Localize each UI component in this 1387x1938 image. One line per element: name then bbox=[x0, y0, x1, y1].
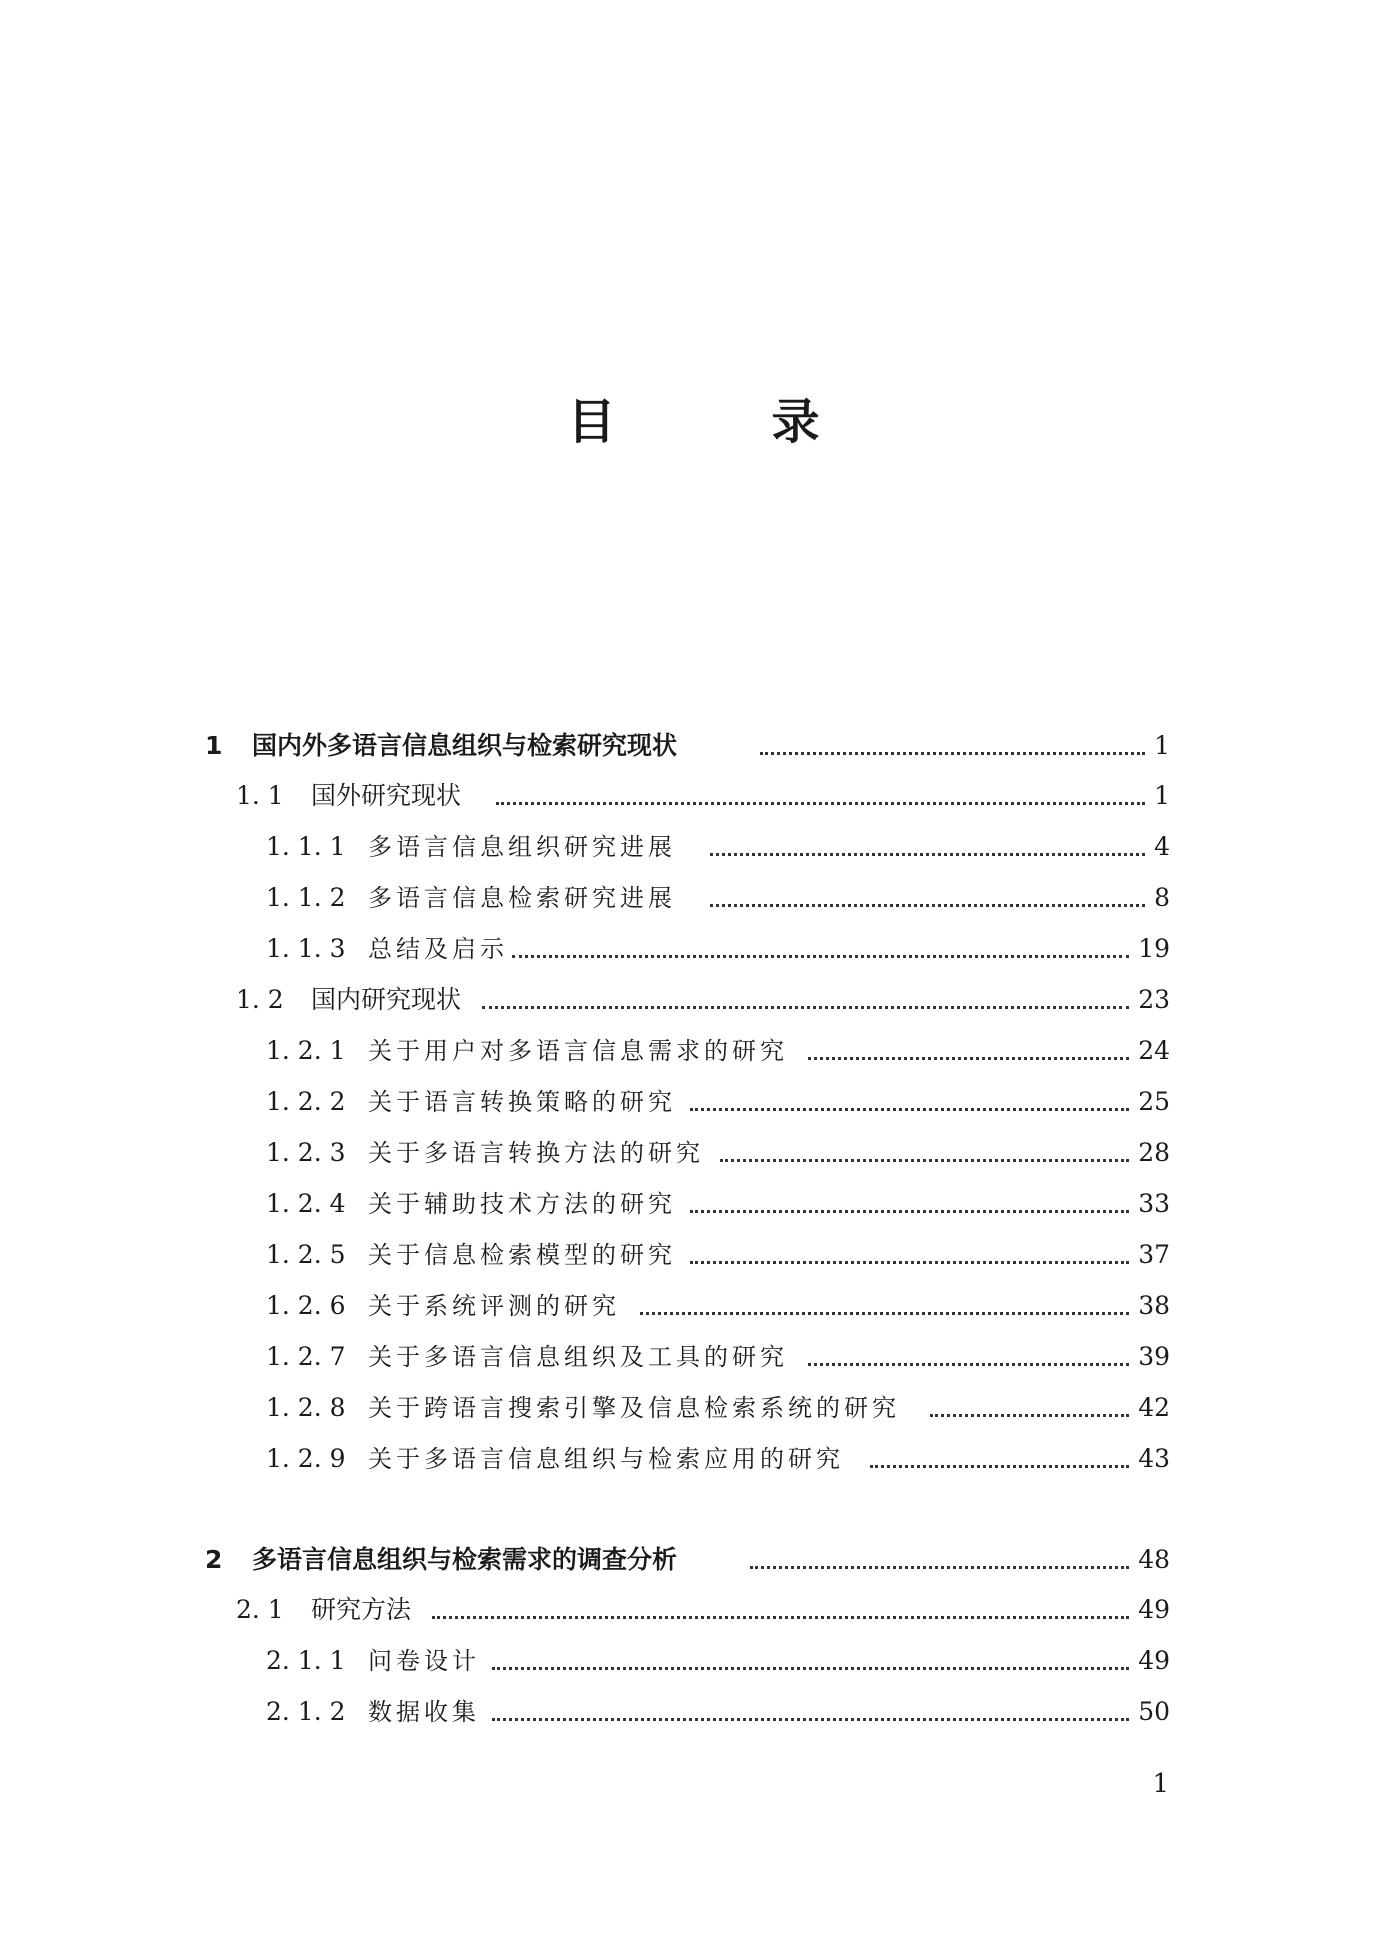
toc-entry-title: 关于系统评测的研究 bbox=[368, 1292, 620, 1320]
toc-entry-number: 1. 2 bbox=[236, 985, 284, 1014]
toc-entry[interactable] bbox=[0, 1133, 1387, 1173]
dot-leader bbox=[432, 1616, 1129, 1619]
dot-leader bbox=[808, 1057, 1129, 1060]
toc-entry-title: 国内研究现状 bbox=[311, 985, 462, 1014]
toc-entry-number: 1. 2. 3 bbox=[266, 1138, 346, 1167]
toc-entry-title: 关于多语言信息组织及工具的研究 bbox=[368, 1343, 788, 1371]
toc-entry[interactable] bbox=[0, 1388, 1387, 1428]
dot-leader bbox=[720, 1159, 1129, 1162]
toc-entry-page: 37 bbox=[1138, 1240, 1170, 1269]
toc-entry-number: 1. 2. 7 bbox=[266, 1342, 346, 1371]
toc-entry-page: 8 bbox=[1154, 883, 1170, 912]
toc-entry[interactable] bbox=[0, 1184, 1387, 1224]
toc-entry[interactable] bbox=[0, 776, 1387, 816]
toc-entry-number: 1. 1. 2 bbox=[266, 883, 346, 912]
toc-entry-page: 25 bbox=[1138, 1087, 1170, 1116]
toc-entry[interactable] bbox=[0, 1641, 1387, 1681]
toc-entry-title: 数据收集 bbox=[368, 1698, 480, 1726]
toc-entry-number: 2 bbox=[205, 1545, 223, 1574]
toc-entry-page: 38 bbox=[1138, 1291, 1170, 1320]
toc-entry-title: 问卷设计 bbox=[368, 1647, 480, 1675]
page-title: 目 录 bbox=[567, 394, 874, 450]
toc-entry-page: 24 bbox=[1138, 1036, 1170, 1065]
toc-entry-page: 48 bbox=[1138, 1545, 1170, 1574]
dot-leader bbox=[690, 1261, 1129, 1264]
toc-entry-title: 关于跨语言搜索引擎及信息检索系统的研究 bbox=[368, 1394, 900, 1422]
toc-entry-page: 49 bbox=[1138, 1595, 1170, 1624]
toc-entry-number: 1. 2. 5 bbox=[266, 1240, 346, 1269]
dot-leader bbox=[930, 1414, 1129, 1417]
toc-entry[interactable] bbox=[0, 827, 1387, 867]
toc-entry-number: 1. 2. 8 bbox=[266, 1393, 346, 1422]
toc-entry-number: 1. 1 bbox=[236, 781, 284, 810]
toc-entry-number: 1. 1. 3 bbox=[266, 934, 346, 963]
page-number: 1 bbox=[1152, 1769, 1169, 1799]
dot-leader bbox=[492, 1718, 1129, 1721]
toc-entry[interactable] bbox=[0, 1031, 1387, 1071]
toc-entry[interactable] bbox=[0, 1540, 1387, 1580]
dot-leader bbox=[512, 955, 1129, 958]
toc-entry-number: 1. 2. 2 bbox=[266, 1087, 346, 1116]
toc-entry-page: 19 bbox=[1138, 934, 1170, 963]
toc-entry-page: 1 bbox=[1154, 781, 1170, 810]
toc-entry[interactable] bbox=[0, 1692, 1387, 1732]
toc-entry[interactable] bbox=[0, 980, 1387, 1020]
toc-entry-title: 国外研究现状 bbox=[311, 781, 462, 810]
dot-leader bbox=[690, 1108, 1129, 1111]
dot-leader bbox=[710, 904, 1145, 907]
dot-leader bbox=[870, 1465, 1129, 1468]
toc-entry[interactable] bbox=[0, 726, 1387, 766]
dot-leader bbox=[496, 802, 1145, 805]
toc-entry-title: 国内外多语言信息组织与检索研究现状 bbox=[252, 731, 678, 760]
toc-entry-number: 1 bbox=[205, 731, 223, 760]
toc-entry-title: 关于多语言信息组织与检索应用的研究 bbox=[368, 1445, 844, 1473]
toc-entry-title: 总结及启示 bbox=[368, 935, 508, 963]
toc-entry-title: 研究方法 bbox=[311, 1595, 412, 1624]
toc-entry-number: 1. 2. 9 bbox=[266, 1444, 346, 1473]
toc-entry-page: 49 bbox=[1138, 1646, 1170, 1675]
dot-leader bbox=[492, 1667, 1129, 1670]
toc-entry-number: 1. 2. 1 bbox=[266, 1036, 346, 1065]
toc-entry-page: 23 bbox=[1138, 985, 1170, 1014]
toc-entry-number: 1. 2. 4 bbox=[266, 1189, 346, 1218]
toc-entry-page: 28 bbox=[1138, 1138, 1170, 1167]
toc-entry[interactable] bbox=[0, 1590, 1387, 1630]
toc-entry-title: 关于多语言转换方法的研究 bbox=[368, 1139, 704, 1167]
toc-entry[interactable] bbox=[0, 1235, 1387, 1275]
toc-entry-number: 2. 1 bbox=[236, 1595, 284, 1624]
toc-entry-page: 42 bbox=[1138, 1393, 1170, 1422]
toc-entry[interactable] bbox=[0, 929, 1387, 969]
dot-leader bbox=[808, 1363, 1129, 1366]
toc-entry-number: 1. 1. 1 bbox=[266, 832, 346, 861]
toc-entry-page: 4 bbox=[1154, 832, 1170, 861]
dot-leader bbox=[760, 752, 1145, 755]
toc-entry[interactable] bbox=[0, 1439, 1387, 1479]
toc-entry-page: 50 bbox=[1138, 1697, 1170, 1726]
toc-entry[interactable] bbox=[0, 1082, 1387, 1122]
toc-entry-number: 2. 1. 1 bbox=[266, 1646, 346, 1675]
toc-entry-title: 多语言信息检索研究进展 bbox=[368, 884, 676, 912]
toc-entry-title: 关于信息检索模型的研究 bbox=[368, 1241, 676, 1269]
toc-entry[interactable] bbox=[0, 1286, 1387, 1326]
toc-entry[interactable] bbox=[0, 878, 1387, 918]
toc-entry[interactable] bbox=[0, 1337, 1387, 1377]
dot-leader bbox=[750, 1566, 1129, 1569]
dot-leader bbox=[690, 1210, 1129, 1213]
toc-entry-title: 关于用户对多语言信息需求的研究 bbox=[368, 1037, 788, 1065]
toc-entry-page: 1 bbox=[1154, 731, 1170, 760]
toc-entry-number: 2. 1. 2 bbox=[266, 1697, 346, 1726]
toc-entry-title: 多语言信息组织研究进展 bbox=[368, 833, 676, 861]
toc-entry-page: 33 bbox=[1138, 1189, 1170, 1218]
dot-leader bbox=[710, 853, 1145, 856]
dot-leader bbox=[640, 1312, 1129, 1315]
toc-entry-page: 43 bbox=[1138, 1444, 1170, 1473]
toc-entry-page: 39 bbox=[1138, 1342, 1170, 1371]
toc-entry-number: 1. 2. 6 bbox=[266, 1291, 346, 1320]
toc-entry-title: 多语言信息组织与检索需求的调查分析 bbox=[252, 1545, 678, 1574]
toc-entry-title: 关于语言转换策略的研究 bbox=[368, 1088, 676, 1116]
toc-entry-title: 关于辅助技术方法的研究 bbox=[368, 1190, 676, 1218]
dot-leader bbox=[482, 1006, 1129, 1009]
